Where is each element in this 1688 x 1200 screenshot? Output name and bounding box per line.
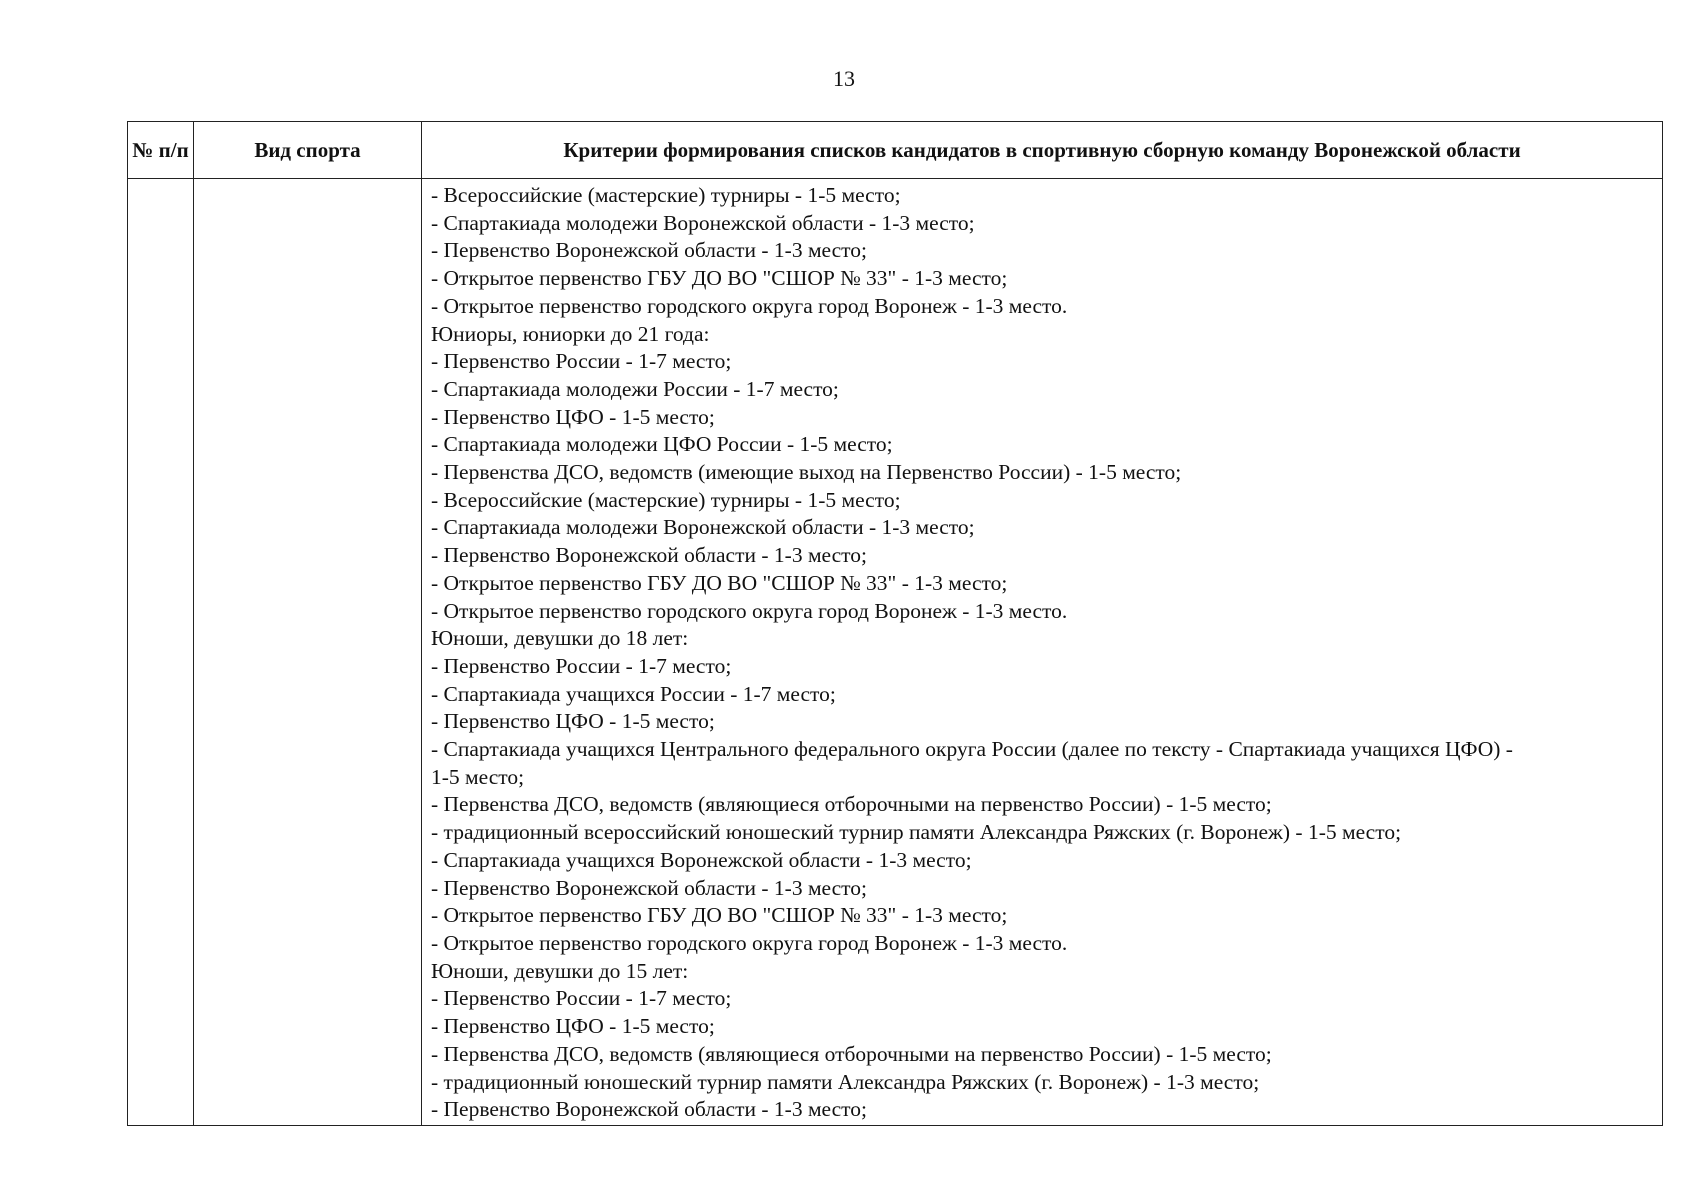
criteria-line: Юноши, девушки до 15 лет: xyxy=(431,958,689,983)
cell-criteria xyxy=(422,179,1663,1126)
cell-number xyxy=(128,179,194,1126)
criteria-line: - Первенство ЦФО - 1-5 место; xyxy=(431,404,715,429)
criteria-line: - Спартакиада учащихся Воронежской области - 1-3 место; xyxy=(431,847,972,872)
criteria-line: - Всероссийские (мастерские) турниры - 1-5 место; xyxy=(431,487,901,512)
criteria-line: Юниоры, юниорки до 21 года: xyxy=(431,321,710,346)
criteria-line: - Открытое первенство ГБУ ДО ВО "СШОР № 33" - 1-3 место; xyxy=(431,266,1008,291)
criteria-line: - Открытое первенство ГБУ ДО ВО "СШОР № 33" - 1-3 место; xyxy=(431,903,1008,928)
criteria-line: - Первенство Воронежской области - 1-3 место; xyxy=(431,543,868,568)
table-header-row xyxy=(128,122,1663,179)
cell-sport xyxy=(194,179,422,1126)
criteria-line: - Спартакиада молодежи Воронежской области - 1-3 место; xyxy=(431,210,975,235)
page-number: 13 xyxy=(833,66,855,91)
criteria-line: - Первенство ЦФО - 1-5 место; xyxy=(431,709,715,734)
criteria-line: 1-5 место; xyxy=(431,764,525,789)
table-row xyxy=(128,179,1663,1126)
criteria-table xyxy=(127,121,1663,1126)
criteria-line: - Первенство России - 1-7 место; xyxy=(431,349,732,374)
criteria-line: - Первенства ДСО, ведомств (являющиеся отборочными на первенство России) - 1-5 место; xyxy=(431,792,1272,817)
criteria-line: - Первенства ДСО, ведомств (имеющие выход на Первенство России) - 1-5 место; xyxy=(431,460,1182,485)
criteria-line: - Первенство Воронежской области - 1-3 место; xyxy=(431,1097,868,1122)
criteria-line: - Первенства ДСО, ведомств (являющиеся отборочными на первенство России) - 1-5 место; xyxy=(431,1041,1272,1066)
criteria-line: - Открытое первенство городского округа город Воронеж - 1-3 место. xyxy=(431,598,1068,623)
criteria-line: - Открытое первенство городского округа город Воронеж - 1-3 место. xyxy=(431,930,1068,955)
criteria-line: - Первенство Воронежской области - 1-3 место; xyxy=(431,875,868,900)
criteria-line: - Всероссийские (мастерские) турниры - 1-5 место; xyxy=(431,183,901,207)
criteria-line: - Спартакиада учащихся России - 1-7 место; xyxy=(431,681,836,706)
criteria-line: - Открытое первенство городского округа город Воронеж - 1-3 место. xyxy=(431,293,1068,318)
criteria-line: - Первенство России - 1-7 место; xyxy=(431,653,732,678)
criteria-line: - Спартакиада молодежи ЦФО России - 1-5 место; xyxy=(431,432,893,457)
criteria-line: - традиционный юношеский турнир памяти Александра Ряжских (г. Воронеж) - 1-3 место; xyxy=(431,1069,1260,1094)
criteria-line: - Первенство ЦФО - 1-5 место; xyxy=(431,1014,715,1039)
criteria-line: Юноши, девушки до 18 лет: xyxy=(431,626,689,651)
criteria-line: - Первенство России - 1-7 место; xyxy=(431,986,732,1011)
header-sport: Вид спорта xyxy=(194,122,422,179)
criteria-line: - Спартакиада молодежи Воронежской области - 1-3 место; xyxy=(431,515,975,540)
criteria-line: - Первенство Воронежской области - 1-3 место; xyxy=(431,238,868,263)
criteria-line: - Спартакиада учащихся Центрального федерального округа России (далее по тексту - Спартакиада учащихся ЦФО) - xyxy=(431,737,1513,762)
criteria-line: - традиционный всероссийский юношеский турнир памяти Александра Ряжских (г. Воронеж) - 1-5 место; xyxy=(431,820,1402,845)
header-criteria: Критерии формирования списков кандидатов в спортивную сборную команду Воронежской области xyxy=(422,122,1663,179)
header-number: № п/п xyxy=(128,122,194,179)
criteria-line: - Открытое первенство ГБУ ДО ВО "СШОР № 33" - 1-3 место; xyxy=(431,570,1008,595)
criteria-line: - Спартакиада молодежи России - 1-7 место; xyxy=(431,376,839,401)
